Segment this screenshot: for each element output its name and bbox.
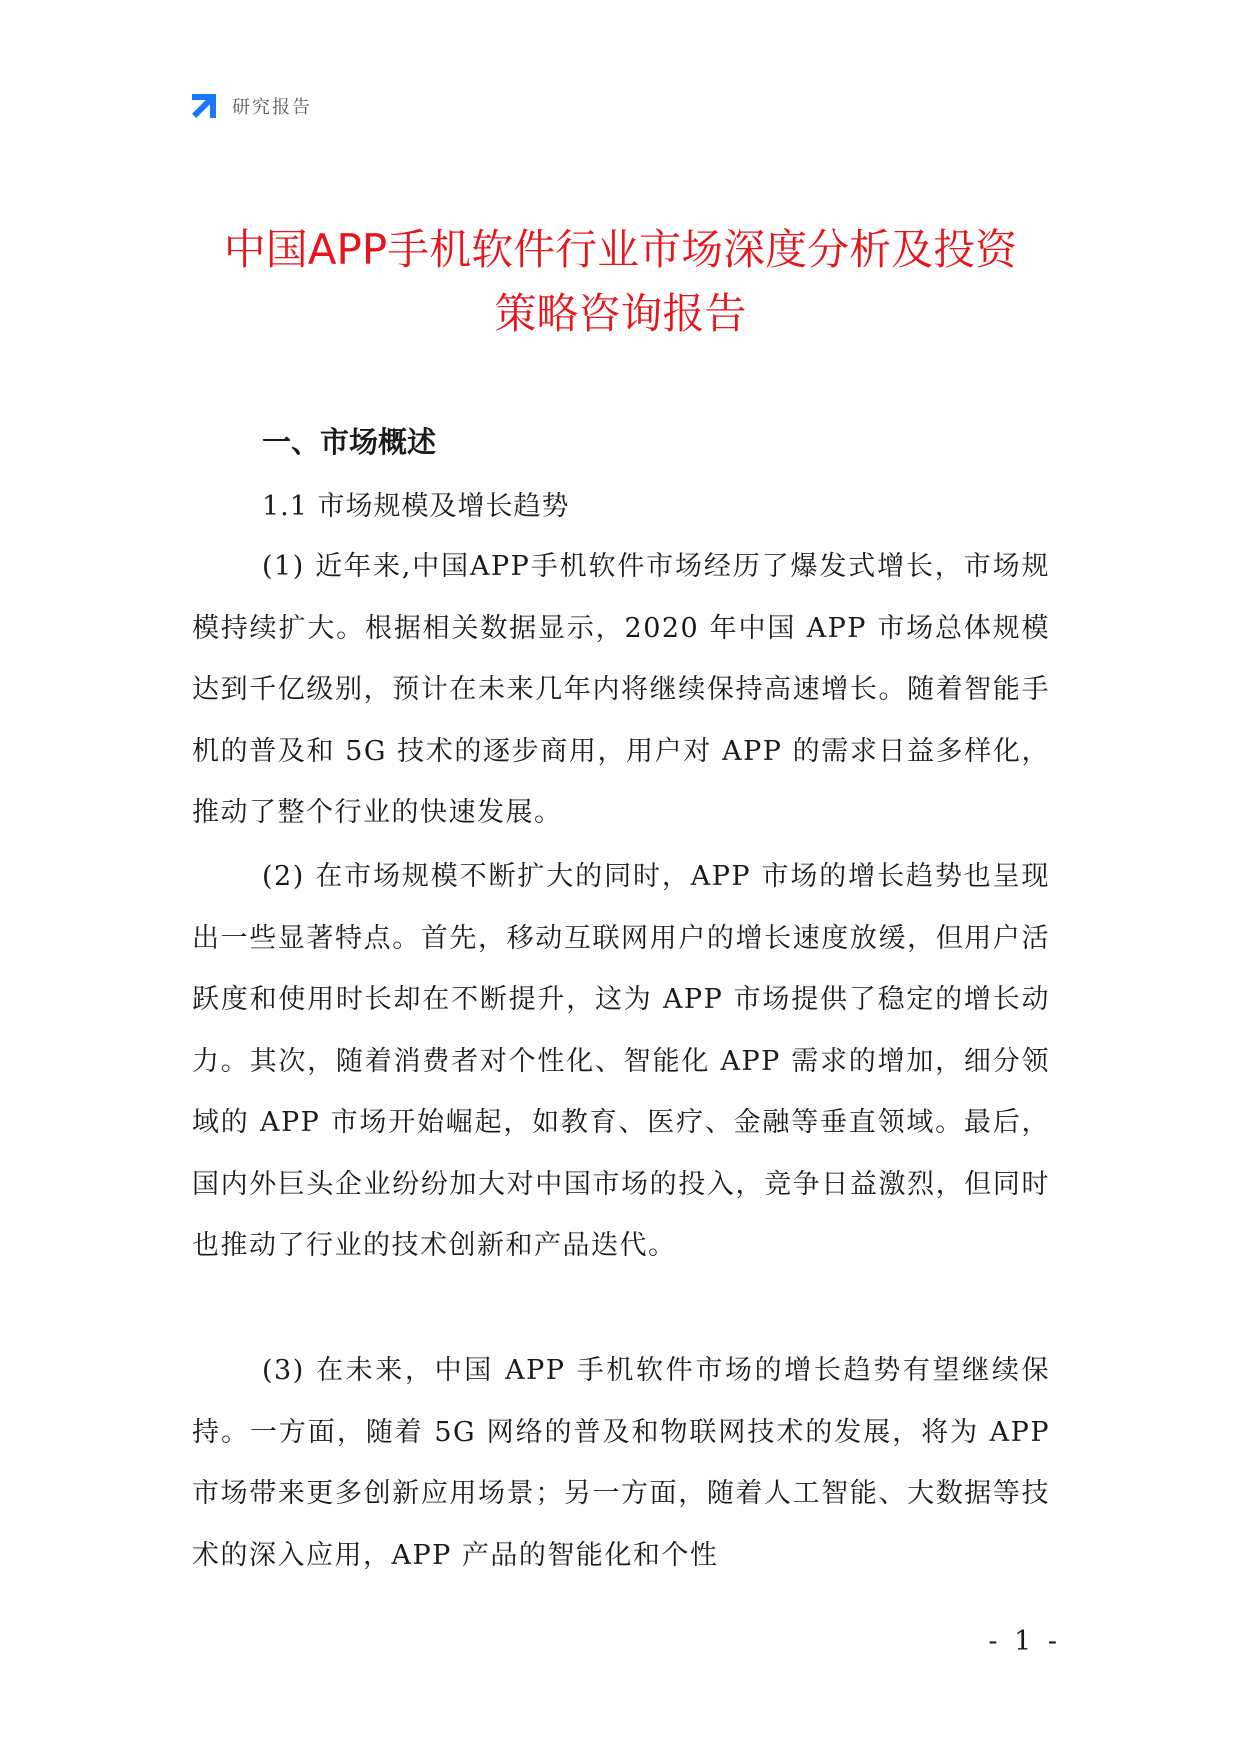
arrow-up-right-icon: [188, 90, 220, 122]
paragraph-3: (3) 在未来，中国 APP 手机软件市场的增长趋势有望继续保持。一方面，随着 5G 网络的普及和物联网技术的发展，将为 APP 市场带来更多创新应用场景；另一方面，随着人工智能、大数据等技术的深入应用，APP 产品的智能化和个性: [192, 1355, 1050, 1571]
subsection-heading: 1.1 市场规模及增长趋势: [262, 491, 570, 522]
page-number: - 1 -: [988, 1626, 1061, 1657]
title-line-2: 策略咨询报告: [494, 289, 747, 338]
header-label: 研究报告: [232, 97, 312, 118]
paragraph-2: (2) 在市场规模不断扩大的同时，APP 市场的增长趋势也呈现出一些显著特点。首先，移动互联网用户的增长速度放缓，但用户活跃度和使用时长却在不断提升，这为 APP 市场提供了稳定的增长动力。其次，随着消费者对个性化、智能化 APP 需求的增加，细分领域的 APP 市场开始崛起，如教育、医疗、金融等垂直领域。最后，国内外巨头企业纷纷加大对中国市场的投入，竞争日益激烈，但同时也推动了行业的技术创新和产品迭代。: [192, 861, 1050, 1261]
report-header: [188, 88, 312, 124]
title-line-1: 中国APP手机软件行业市场深度分析及投资: [223, 225, 1018, 274]
paragraph-1: (1) 近年来,中国APP手机软件市场经历了爆发式增长，市场规模持续扩大。根据相关数据显示，2020 年中国 APP 市场总体规模达到千亿级别，预计在未来几年内将继续保持高速增长。随着智能手机的普及和 5G 技术的逐步商用，用户对 APP 的需求日益多样化，推动了整个行业的快速发展。: [192, 551, 1050, 828]
section-heading: 一、市场概述: [262, 425, 437, 459]
document-title: [150, 218, 1091, 346]
